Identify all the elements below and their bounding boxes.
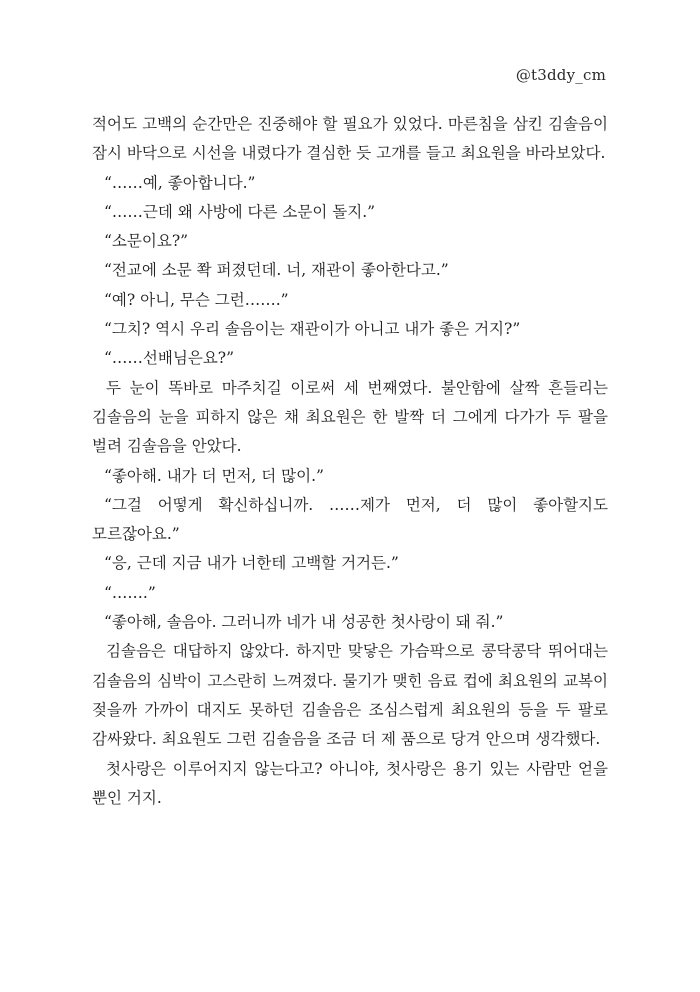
dialogue-line: “그걸 어떻게 확신하십니까. ……제가 먼저, 더 많이 좋아할지도 모르잖아요.”: [92, 495, 608, 544]
dialogue-line: “…….”: [104, 583, 156, 602]
dialogue-line: “소문이요?”: [104, 232, 189, 251]
dialogue-line: “……근데 왜 사방에 다른 소문이 돌지.”: [104, 202, 376, 221]
dialogue-line: “응, 근데 지금 내가 너한테 고백할 거거든.”: [104, 554, 399, 573]
paragraph: 첫사랑은 이루어지지 않는다고? 아니야, 첫사랑은 용기 있는 사람만 얻을 뿐인 거지.: [92, 759, 608, 807]
dialogue-line: “……예, 좋아합니다.”: [104, 173, 256, 192]
paragraph: 적어도 고백의 순간만은 진중해야 할 필요가 있었다. 마른침을 삼킨 김솔음이 잠시 바닥으로 시선을 내렸다가 결심한 듯 고개를 들고 최요원을 바라보았다.: [92, 115, 608, 163]
dialogue-line: “좋아해. 내가 더 먼저, 더 많이.”: [104, 466, 324, 485]
dialogue-line: “좋아해, 솔음아. 그러니까 네가 내 성공한 첫사랑이 돼 줘.”: [104, 613, 504, 632]
dialogue-line: “……선배님은요?”: [104, 349, 235, 368]
paragraph: 두 눈이 똑바로 마주치길 이로써 세 번째였다. 불안함에 살짝 흔들리는 김솔음의 눈을 피하지 않은 채 최요원은 한 발짝 더 그에게 다가가 두 팔을 벌려 김솔음을 안았다.: [92, 378, 608, 456]
paragraph: 김솔음은 대답하지 않았다. 하지만 맞닿은 가슴팍으로 콩닥콩닥 뛰어대는 김솔음의 심박이 고스란히 느껴졌다. 물기가 맺힌 음료 컵에 최요원의 교복이 젖을까 가까이 대지도 못하던 김솔음은 조심스럽게 최요원의 등을 두 팔로 감싸왔다. 최요원도 그런 김솔음을 조금 더 제 품으로 당겨 안으며 생각했다.: [92, 642, 608, 749]
story-body: [92, 110, 608, 813]
dialogue-line: “예? 아니, 무슨 그런…….”: [104, 290, 289, 309]
author-handle: @t3ddy_cm: [515, 66, 606, 84]
dialogue-line: “전교에 소문 쫙 퍼졌던데. 너, 재관이 좋아한다고.”: [104, 261, 449, 280]
dialogue-line: “그치? 역시 우리 솔음이는 재관이가 아니고 내가 좋은 거지?”: [104, 320, 521, 339]
